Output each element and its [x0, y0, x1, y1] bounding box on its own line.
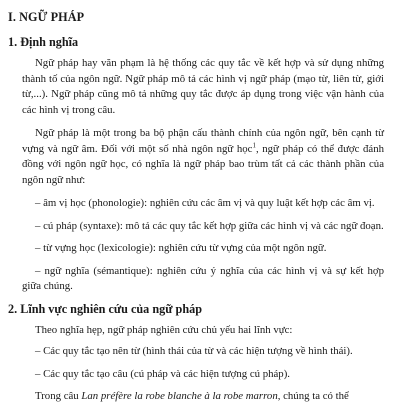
example-sentence: Lan préfère la robe blanche à la robe marron [81, 390, 278, 402]
list-item-syntax: – cú pháp (syntaxe): mô tả các quy tắc kết hợp giữa các hình vị và các ngữ đoạn. [35, 219, 384, 232]
paragraph-text: Trong câu [35, 390, 82, 402]
document-page [8, 10, 385, 413]
subsection-title-scope: 2. Lĩnh vực nghiên cứu của ngữ pháp [8, 301, 202, 316]
paragraph-text: , chúng ta có thể [277, 390, 349, 402]
paragraph-text: Ngữ pháp là một trong ba bộ phận cấu thành chính của ngôn ngữ, bên cạnh từ vựng và ngữ âm. Đối với một số nhà ngôn ngữ học [22, 127, 384, 155]
scope-paragraph-1: Theo nghĩa hẹp, ngữ pháp nghiên cứu chủ yếu hai lĩnh vực: [35, 323, 293, 336]
scope-paragraph-2 [22, 389, 384, 405]
footnote-marker: 1 [252, 140, 256, 149]
paragraph-text: , ngữ pháp có thể được đánh đồng với ngôn ngữ học, có nghĩa là ngữ pháp bao trùm tất cả các thành phần của ngôn ngữ như: [22, 142, 385, 186]
list-item-lexicology: – từ vựng học (lexicologie): nghiên cứu từ vựng của một ngôn ngữ. [35, 242, 327, 254]
definition-paragraph-1: Ngữ pháp hay văn phạm là hệ thống các quy tắc về kết hợp và sử dụng những thành tố của ngôn ngữ. Ngữ pháp mô tả các hình vị ngữ pháp (mạo từ, liên từ, giới từ,...). Ngữ pháp cũng mô tả những quy tắc được áp dụng trong việc vận hành của các hình vị trong câu. [22, 57, 384, 116]
list-item-phonology: – âm vị học (phonologie): nghiên cứu các âm vị và quy luật kết hợp các âm vị. [35, 197, 375, 209]
section-title: I. NGỮ PHÁP [8, 10, 85, 24]
list-item-sentence-rules: – Các quy tắc tạo câu (cú pháp và các hiện tượng cú pháp). [35, 367, 290, 380]
list-item-semantics: – ngữ nghĩa (sémantique): nghiên cứu ý nghĩa của các hình vị và sự kết hợp giữa chúng. [22, 264, 384, 292]
subsection-title-definition: 1. Định nghĩa [8, 35, 79, 49]
definition-paragraph-2 [22, 126, 384, 188]
list-item-word-rules: – Các quy tắc tạo nên từ (hình thái của từ và các hiện tượng về hình thái). [35, 345, 353, 357]
